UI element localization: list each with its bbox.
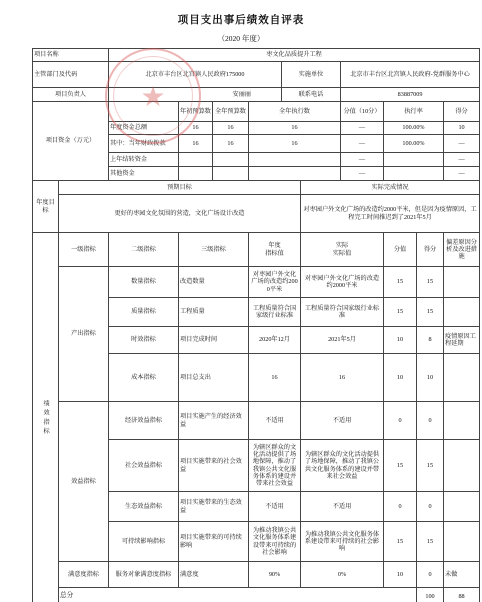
row-reason: 疫情原因工程延期	[444, 327, 480, 354]
row-l2: 成本指标	[109, 354, 179, 402]
row-l3: 项目完成时间	[179, 327, 249, 354]
row-l2: 经济效益指标	[109, 402, 179, 440]
row-reason	[444, 298, 480, 327]
funds-row-name: 其他资金	[109, 167, 179, 181]
funds-cell: 100.00%	[384, 122, 444, 135]
implementing-unit-label: 实施单位	[282, 62, 341, 88]
row-target: 对枣园户外文化广场的改造约2000平米	[249, 267, 301, 298]
row-l2: 时效指标	[109, 327, 179, 354]
funds-header-got: 得分	[444, 102, 480, 122]
row-l2: 质量指标	[109, 298, 179, 327]
row-reason	[444, 440, 480, 492]
funds-header-rate: 执行率	[384, 102, 444, 122]
row-score: 10	[384, 562, 417, 588]
row-reason	[444, 402, 480, 440]
header-level1: 一级指标	[59, 233, 109, 267]
goal-label: 年度目标	[33, 181, 59, 233]
row-actual: 为辖区群众的文化活动提供了场地保障，推动了我镇公共文化服务体系的建设并带来社会效益	[301, 440, 384, 492]
funds-row-name: 上年结转资金	[109, 153, 179, 167]
row-l3: 项目实施产生的经济效益	[179, 402, 249, 440]
header-level2: 二级指标	[109, 233, 179, 267]
output-indicator-label: 产出指标	[59, 267, 109, 402]
funds-header-executed: 全年执行数	[249, 102, 341, 122]
row-target: 2020年12月	[249, 327, 301, 354]
row-score: 0	[384, 492, 417, 522]
header-target: 年度 指标值	[249, 233, 301, 267]
funds-cell	[179, 167, 213, 181]
row-l3: 改造数量	[179, 267, 249, 298]
row-got: 15	[417, 440, 444, 492]
row-l3: 项目实施带来的生态效益	[179, 492, 249, 522]
row-actual: 不适用	[301, 492, 384, 522]
satisfaction-indicator-label: 满意度指标	[59, 562, 109, 588]
seal-star-icon: ★	[140, 82, 166, 113]
funds-cell: 16	[249, 135, 341, 153]
row-l3: 满意度	[179, 562, 249, 588]
funds-cell	[384, 153, 444, 167]
funds-cell	[249, 167, 341, 181]
row-score: 15	[384, 440, 417, 492]
header-actual: 实际 实际值	[301, 233, 384, 267]
funds-cell	[179, 153, 213, 167]
funds-cell: 16	[249, 122, 341, 135]
row-score: 10	[384, 327, 417, 354]
funds-cell	[213, 153, 249, 167]
row-target: 90%	[249, 562, 301, 588]
row-reason	[444, 522, 480, 562]
department-label: 主管部门及代码	[33, 62, 109, 88]
funds-cell: —	[341, 167, 384, 181]
funds-label: 项目资金（万元）	[33, 102, 109, 181]
row-reason	[444, 492, 480, 522]
row-target: 为推动我镇公共文化服务体系建设带来可持续的社会影响	[249, 522, 301, 562]
funds-header-initial: 年初预算数	[179, 102, 213, 122]
total-score: 100	[417, 588, 444, 602]
indicators-section-label: 绩效指标	[33, 233, 59, 602]
header-level3: 三级指标	[179, 233, 249, 267]
row-got: 10	[417, 354, 444, 402]
goal-actual-text: 对枣园户外文化广场的改造约2000平米，但是因为疫情原因，工程完工时间推迟到了2021年5月	[301, 195, 480, 233]
row-actual: 工程质量符合国家级行业标准	[301, 298, 384, 327]
total-label: 总分	[59, 588, 417, 602]
row-score: 10	[384, 354, 417, 402]
row-actual: 不适用	[301, 402, 384, 440]
row-got: 0	[417, 492, 444, 522]
header-reason: 偏差原因分析及改进措施	[444, 233, 480, 267]
row-score: 0	[384, 402, 417, 440]
row-target: 工程质量符合国家级行业标准	[249, 298, 301, 327]
funds-row-name: 其中：当年财政拨款	[109, 135, 179, 153]
funds-cell: 16	[179, 135, 213, 153]
implementing-unit-value: 北京市丰台区北宫镇人民政府-党群服务中心	[341, 62, 480, 88]
row-got: 15	[417, 522, 444, 562]
row-actual: 0%	[301, 562, 384, 588]
row-reason	[444, 267, 480, 298]
row-l3: 项目总支出	[179, 354, 249, 402]
benefit-indicator-label: 效益指标	[59, 402, 109, 562]
row-actual: 16	[301, 354, 384, 402]
row-got: 0	[417, 562, 444, 588]
phone-value: 83887009	[341, 88, 480, 102]
funds-cell: 16	[213, 122, 249, 135]
goal-expected-header: 预期目标	[59, 181, 301, 195]
row-target: 不适用	[249, 402, 301, 440]
project-name-label: 项目名称	[33, 49, 109, 62]
row-target: 不适用	[249, 492, 301, 522]
row-actual: 2021年5月	[301, 327, 384, 354]
funds-cell: —	[444, 153, 480, 167]
project-name-value: 枣文化品质提升工程	[109, 49, 480, 62]
funds-row-name: 年度资金总额	[109, 122, 179, 135]
header-score: 分值	[384, 233, 417, 267]
row-reason: 未做	[444, 562, 480, 588]
funds-cell: —	[444, 135, 480, 153]
row-got: 8	[417, 327, 444, 354]
funds-cell: 16	[179, 122, 213, 135]
header-got: 得分	[417, 233, 444, 267]
row-l3: 项目实施带来的可持续影响	[179, 522, 249, 562]
row-l3: 项目实施带来的社会效益	[179, 440, 249, 492]
row-got: 0	[417, 402, 444, 440]
funds-cell: 16	[213, 135, 249, 153]
phone-label: 联系电话	[282, 88, 341, 102]
funds-cell	[213, 167, 249, 181]
total-got: 88	[444, 588, 480, 602]
owner-label: 项目负责人	[33, 88, 109, 102]
goal-expected-text: 更好的枣园文化氛围的营造，文化广场设计改造	[59, 195, 301, 233]
row-l2: 社会效益指标	[109, 440, 179, 492]
row-target: 16	[249, 354, 301, 402]
funds-cell	[384, 167, 444, 181]
row-got: 15	[417, 298, 444, 327]
row-l2: 服务对象满意度指标	[109, 562, 179, 588]
funds-cell: —	[341, 135, 384, 153]
funds-cell: —	[444, 167, 480, 181]
row-target: 为辖区群众的文化活动提供了场地保障，推动了我镇公共文化服务体系的建设并带来社会效益	[249, 440, 301, 492]
funds-cell: 10	[444, 122, 480, 135]
funds-cell: —	[341, 122, 384, 135]
row-score: 15	[384, 298, 417, 327]
department-value: 北京市丰台区北宫镇人民政府175000	[109, 62, 282, 88]
row-got: 15	[417, 267, 444, 298]
row-score: 15	[384, 267, 417, 298]
row-l2: 可持续影响指标	[109, 522, 179, 562]
evaluation-table	[32, 48, 480, 602]
report-year: （2020 年度）	[217, 34, 265, 43]
row-actual: 为推动我镇公共文化服务体系建设带来可持续的社会影响	[301, 522, 384, 562]
funds-cell: —	[341, 153, 384, 167]
funds-header-score: 分值（10分）	[341, 102, 384, 122]
goal-actual-header: 实际完成情况	[301, 181, 480, 195]
row-l2: 生态效益指标	[109, 492, 179, 522]
row-l2: 数量指标	[109, 267, 179, 298]
row-l3: 工程质量	[179, 298, 249, 327]
report-title: 项目支出事后绩效自评表	[177, 15, 305, 26]
funds-header-annual: 全年预算数	[213, 102, 249, 122]
funds-cell: 100.00%	[384, 135, 444, 153]
row-score: 15	[384, 522, 417, 562]
row-actual: 对枣园户外文化广场的改造约2000平米	[301, 267, 384, 298]
owner-value: 安丽丽	[109, 88, 282, 102]
funds-cell	[249, 153, 341, 167]
row-reason	[444, 354, 480, 402]
